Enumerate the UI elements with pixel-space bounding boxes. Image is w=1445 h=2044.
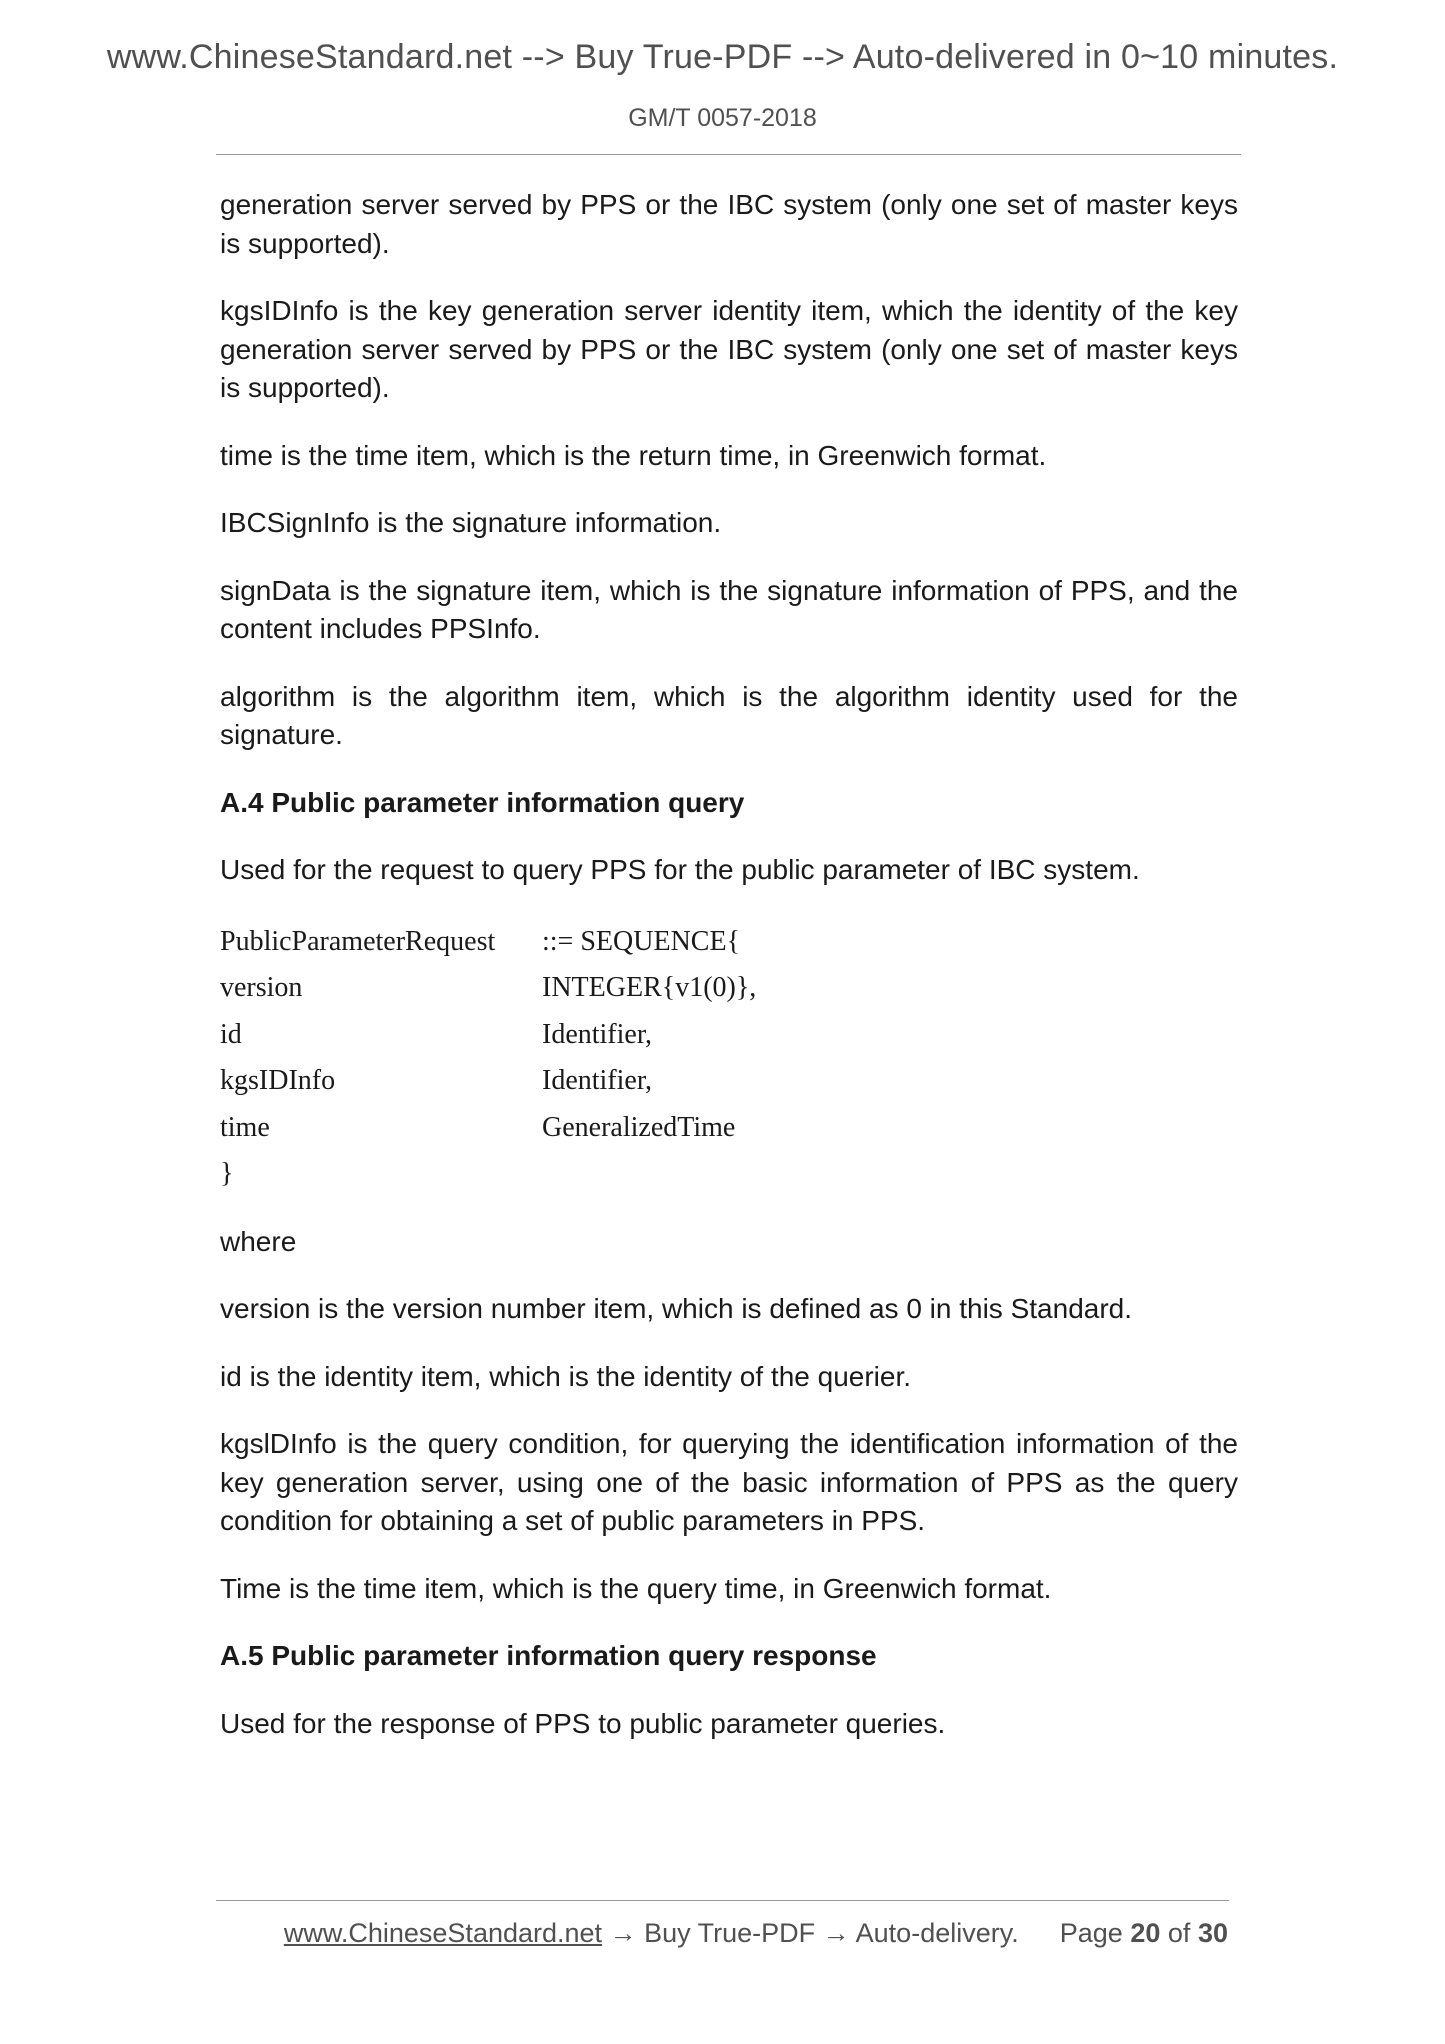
section-heading-a5: A.5 Public parameter information query response xyxy=(220,1640,877,1671)
field-name: version xyxy=(220,972,303,1003)
paragraph: kgslDInfo is the query condition, for querying the identification information of the key generation server, using one of the basic information of PPS as the query condition for obtaining a set of public parameters in PPS. xyxy=(220,1428,1238,1536)
field-name: time xyxy=(220,1111,270,1143)
paragraph: algorithm is the algorithm item, which is the algorithm identity used for the signature. xyxy=(220,680,1238,750)
page-total: 30 xyxy=(1197,1918,1228,1948)
field-name: id xyxy=(220,1018,242,1050)
page-number: 20 xyxy=(1130,1918,1161,1948)
code-row xyxy=(220,1105,1238,1152)
paragraph: where xyxy=(220,1225,297,1257)
paragraph: version is the version number item, which is defined as 0 in this Standard. xyxy=(220,1293,1133,1324)
standard-code: GM/T 0057-2018 xyxy=(628,104,817,132)
paragraph: time is the time item, which is the return time, in Greenwich format. xyxy=(220,439,1047,471)
field-type: ::= SEQUENCE{ xyxy=(542,925,741,957)
asn1-definition xyxy=(220,919,1238,1198)
code-row xyxy=(220,965,1238,1012)
field-name: kgsIDInfo xyxy=(220,1065,336,1096)
paragraph: IBCSignInfo is the signature information. xyxy=(220,507,722,538)
field-type: Identifier, xyxy=(542,1018,653,1050)
footer xyxy=(284,1918,1228,1949)
section-heading-a4: A.4 Public parameter information query xyxy=(220,786,745,818)
field-type: INTEGER{v1(0)}, xyxy=(542,972,757,1003)
paragraph: Time is the time item, which is the query time, in Greenwich format. xyxy=(220,1572,1052,1604)
field-type: GeneralizedTime xyxy=(542,1111,736,1143)
field-name: PublicParameterRequest xyxy=(220,925,496,957)
code-row xyxy=(220,1058,1238,1105)
footer-divider xyxy=(216,1900,1229,1901)
page-content xyxy=(220,186,1238,1772)
footer-buy-text: Buy True-PDF xyxy=(644,1918,816,1948)
closing-brace: } xyxy=(220,1158,234,1189)
paragraph: kgsIDInfo is the key generation server identity item, which the identity of the key generation server served by PPS or the IBC system (only one set of master keys is supported). xyxy=(220,295,1238,403)
arrow-right-icon: → xyxy=(822,1918,850,1948)
code-row xyxy=(220,1012,1238,1059)
code-row xyxy=(220,919,1238,966)
of-label: of xyxy=(1167,1918,1191,1948)
footer-delivery-text: Auto-delivery. xyxy=(855,1918,1019,1948)
paragraph: generation server served by PPS or the IBC system (only one set of master keys is supported). xyxy=(220,189,1238,259)
paragraph: Used for the request to query PPS for the public parameter of IBC system. xyxy=(220,854,1140,885)
site-banner: www.ChineseStandard.net --> Buy True-PDF --> Auto-delivered in 0~10 minutes. xyxy=(106,38,1339,76)
arrow-right-icon: → xyxy=(609,1918,637,1948)
footer-site-link[interactable]: www.ChineseStandard.net xyxy=(283,1918,603,1948)
paragraph: id is the identity item, which is the identity of the querier. xyxy=(220,1360,912,1392)
field-type: Identifier, xyxy=(542,1065,653,1096)
header-divider xyxy=(216,154,1241,155)
paragraph: signData is the signature item, which is the signature information of PPS, and the content includes PPSInfo. xyxy=(220,574,1238,644)
page-label: Page xyxy=(1059,1918,1123,1948)
code-row xyxy=(220,1151,1238,1198)
paragraph: Used for the response of PPS to public parameter queries. xyxy=(220,1707,946,1739)
